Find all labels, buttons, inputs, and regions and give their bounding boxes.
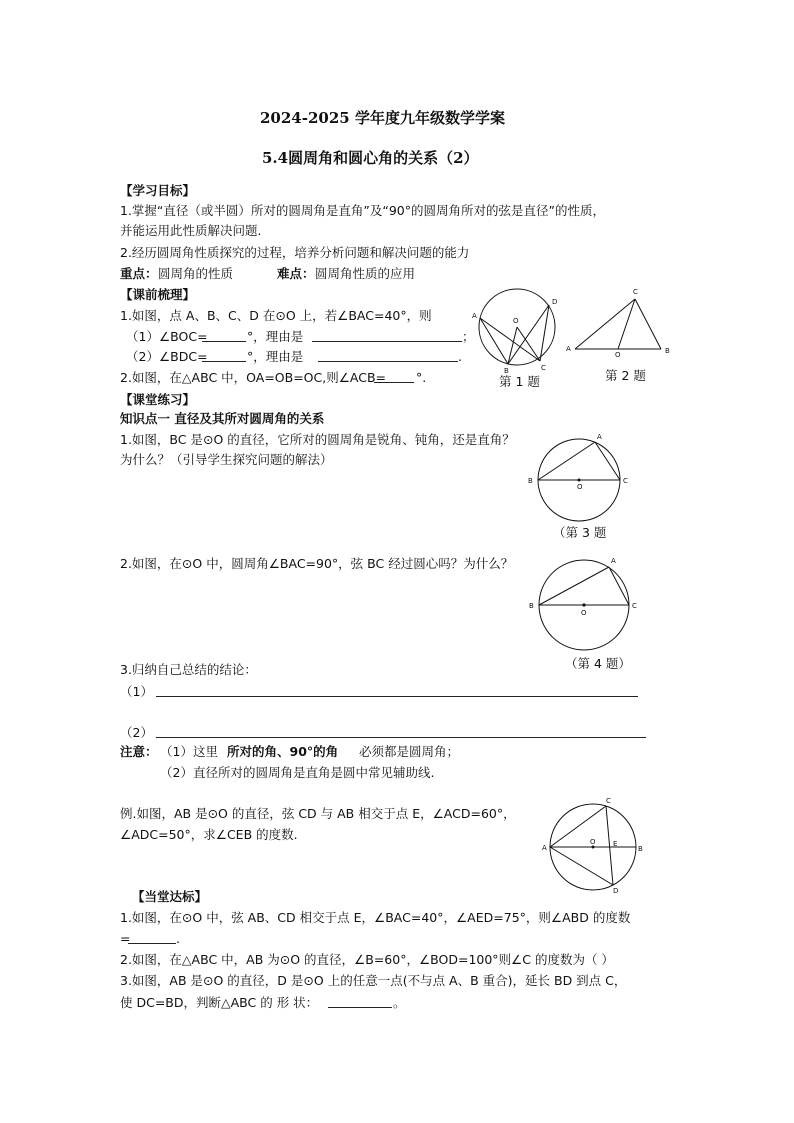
figure-2 <box>565 285 680 360</box>
point-label: C <box>623 477 628 485</box>
check-q1b: = <box>120 931 131 946</box>
preview-heading: 【课前梳理】 <box>120 287 196 302</box>
example-a: 例.如图，AB 是⊙O 的直径，弦 CD 与 AB 相交于点 E，∠ACD=60°， <box>120 806 516 821</box>
point-label: O <box>581 609 587 617</box>
reason-blank[interactable] <box>312 341 462 342</box>
figure-1 <box>470 285 570 375</box>
practice-heading: 【课堂练习】 <box>120 392 196 407</box>
preview-q1a-prefix: （1）∠BOC= <box>126 329 208 344</box>
difficulty-text: 圆周角性质的应用 <box>315 266 416 281</box>
point-label: C <box>606 797 611 805</box>
note-1a: （1）这里 <box>160 744 218 759</box>
note-2: （2）直径所对的圆周角是直角是圆中常见辅助线. <box>160 765 435 780</box>
conclusion-1-blank[interactable] <box>156 696 638 697</box>
example-b: ∠ADC=50°，求∠CEB 的度数. <box>120 827 298 842</box>
figure-3-caption: （第 3 题 <box>553 525 607 540</box>
lesson-title: 5.4圆周角和圆心角的关系（2） <box>262 149 479 167</box>
point-label: A <box>472 312 477 320</box>
figure-4 <box>525 550 645 655</box>
point-label: C <box>633 288 638 296</box>
point-label: A <box>542 844 547 852</box>
point-label: A <box>566 345 571 353</box>
check-q1a: 1.如图，在⊙O 中，弦 AB、CD 相交于点 E，∠BAC=40°，∠AED=75°，则∠ABD 的度数 <box>120 910 631 925</box>
note-label: 注意： <box>120 744 158 759</box>
note-1c: 必须都是圆周角； <box>359 744 460 759</box>
point-label: C <box>632 602 637 610</box>
goal-1a: 1.掌握“直径（或半圆）所对的圆周角是直角”及“90°的圆周角所对的弦是直径”的性质， <box>120 203 605 218</box>
point-label: B <box>665 347 670 355</box>
note-1b: 所对的角、90°的角 <box>227 744 339 759</box>
preview-q1b-prefix: （2）∠BDC= <box>126 349 208 364</box>
figure-5 <box>540 796 650 896</box>
point-label: A <box>597 433 602 441</box>
point-label: A <box>611 557 616 565</box>
point-label: O <box>577 483 583 491</box>
figure-1-caption: 第 1 题 <box>499 374 540 389</box>
conclusion-1-label: （1） <box>120 684 153 699</box>
conclusion-2-label: （2） <box>120 725 153 740</box>
goal-2: 2.经历圆周角性质探究的过程，培养分析问题和解决问题的能力 <box>120 245 470 260</box>
answer-blank[interactable] <box>374 382 414 383</box>
key-point-label: 重点： <box>120 266 158 281</box>
figure-3 <box>525 425 635 525</box>
practice-q3: 3.归纳自己总结的结论： <box>120 662 257 677</box>
check-q3a: 3.如图，AB 是⊙O 的直径，D 是⊙O 上的任意一点(不与点 A、B 重合)，延长 BD 到点 C， <box>120 973 627 988</box>
practice-q2: 2.如图，在⊙O 中，圆周角∠BAC=90°，弦 BC 经过圆心吗？为什么？ <box>120 556 514 571</box>
answer-blank[interactable] <box>202 341 246 342</box>
point-label: C <box>541 364 546 372</box>
key-point-text: 圆周角的性质 <box>158 266 234 281</box>
check-heading: 【当堂达标】 <box>132 889 208 904</box>
point-label: O <box>615 351 621 359</box>
check-q2: 2.如图，在△ABC 中，AB 为⊙O 的直径，∠B=60°，∠BOD=100°则∠C 的度数为（ ） <box>120 952 614 967</box>
preview-q1b-mid: °，理由是 <box>247 349 304 364</box>
knowledge-point-1: 知识点一 直径及其所对圆周角的关系 <box>120 411 325 426</box>
point-label: O <box>590 838 596 846</box>
doc-title: 2024-2025 学年度九年级数学学案 <box>260 109 505 127</box>
preview-q2-end: °. <box>416 370 427 385</box>
point-label: E <box>613 840 618 848</box>
check-q3b: 使 DC=BD，判断△ABC 的 形 状： <box>120 995 319 1010</box>
point-label: B <box>504 367 509 375</box>
point-label: O <box>513 317 519 325</box>
preview-q1a-mid: °，理由是 <box>247 329 304 344</box>
point-label: B <box>529 602 534 610</box>
point-label: B <box>528 477 533 485</box>
check-q3c: 。 <box>393 995 406 1010</box>
answer-blank[interactable] <box>128 943 176 944</box>
answer-blank[interactable] <box>202 361 246 362</box>
practice-q1a: 1.如图，BC 是⊙O 的直径，它所对的圆周角是锐角、钝角，还是直角？ <box>120 432 515 447</box>
difficulty-label: 难点： <box>277 266 315 281</box>
preview-q1a-end: ； <box>462 329 475 344</box>
goals-heading: 【学习目标】 <box>120 183 196 198</box>
check-q1c: . <box>176 931 180 946</box>
preview-q1: 1.如图，点 A、B、C、D 在⊙O 上，若∠BAC=40°，则 <box>120 308 432 323</box>
practice-q1b: 为什么？（引导学生探究问题的解法） <box>120 452 333 467</box>
reason-blank[interactable] <box>318 361 458 362</box>
answer-blank[interactable] <box>328 1007 392 1008</box>
conclusion-2-blank[interactable] <box>156 737 646 738</box>
figure-2-caption: 第 2 题 <box>605 368 646 383</box>
point-label: B <box>638 845 643 853</box>
figure-4-caption: （第 4 题） <box>565 656 631 671</box>
goal-1b: 并能运用此性质解决问题. <box>120 223 262 238</box>
preview-q2: 2.如图，在△ABC 中，OA=OB=OC,则∠ACB= <box>120 370 387 385</box>
point-label: D <box>613 887 619 895</box>
preview-q1b-end: . <box>458 349 462 364</box>
point-label: D <box>552 298 558 306</box>
